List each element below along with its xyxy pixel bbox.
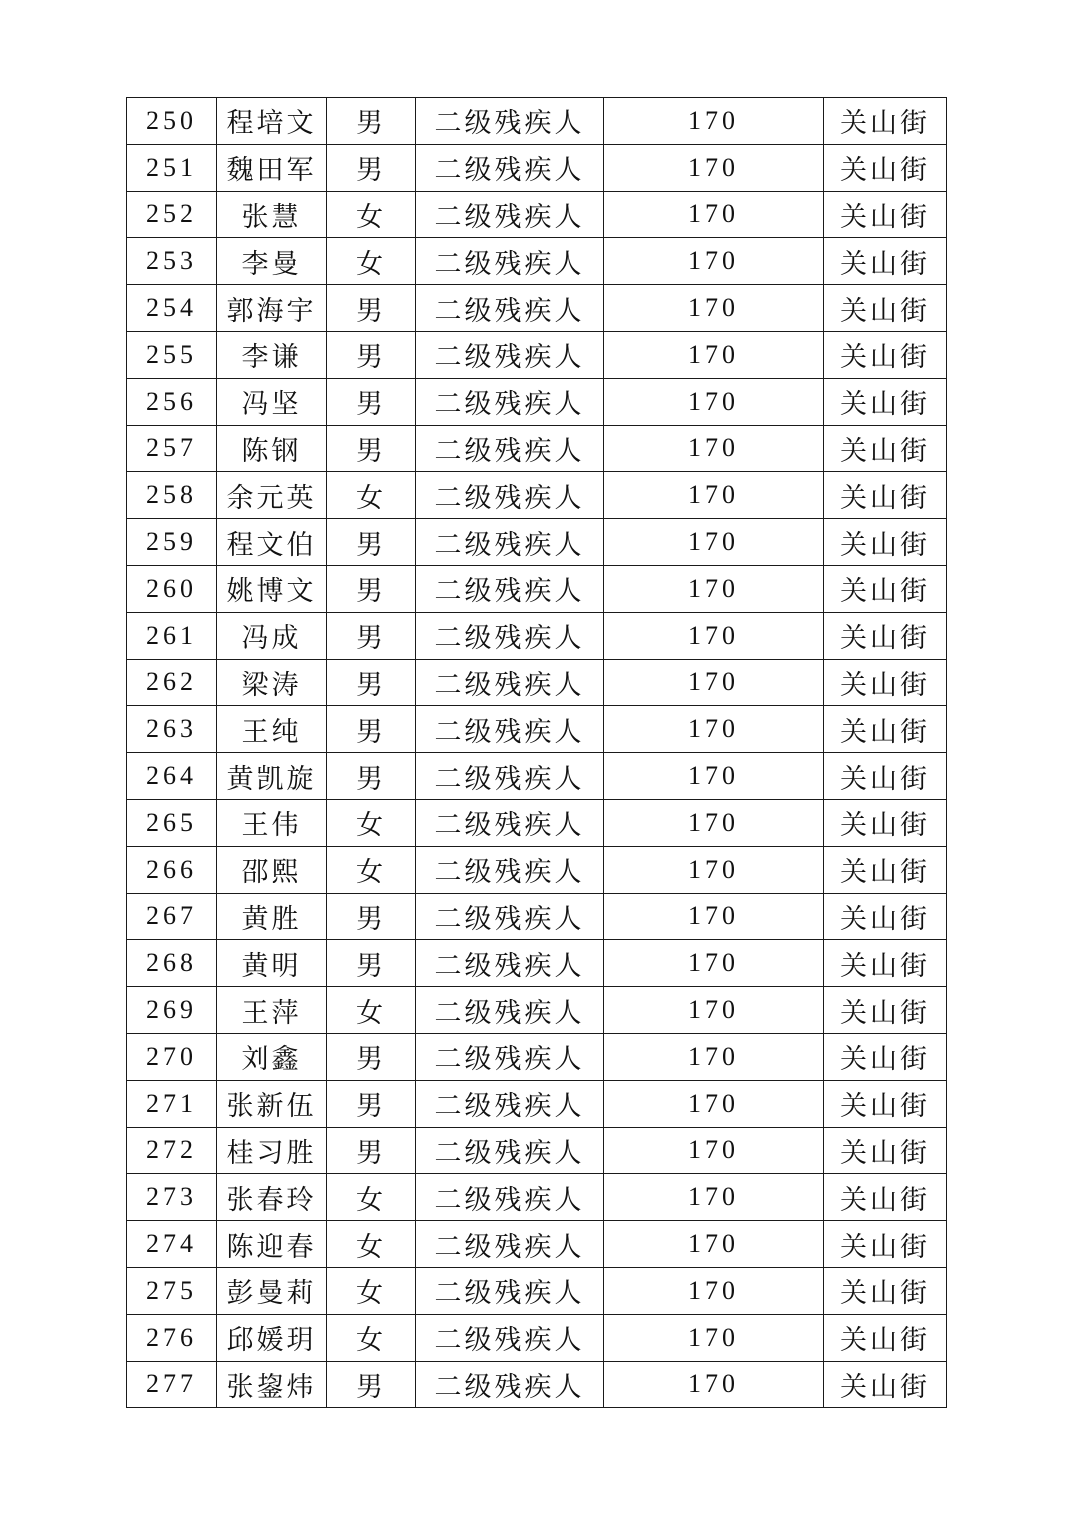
name-cell: 魏田军 xyxy=(217,144,327,191)
street-cell: 关山街 xyxy=(824,144,947,191)
name-cell: 桂习胜 xyxy=(217,1127,327,1174)
serial-number-cell: 271 xyxy=(127,1080,217,1127)
disability-level-cell: 二级残疾人 xyxy=(416,472,604,519)
name-cell: 邱媛玥 xyxy=(217,1314,327,1361)
amount-cell: 170 xyxy=(604,753,824,800)
serial-number-cell: 251 xyxy=(127,144,217,191)
name-cell: 程文伯 xyxy=(217,519,327,566)
serial-number-cell: 267 xyxy=(127,893,217,940)
street-cell: 关山街 xyxy=(824,1127,947,1174)
disability-level-cell: 二级残疾人 xyxy=(416,706,604,753)
gender-cell: 男 xyxy=(327,144,416,191)
street-cell: 关山街 xyxy=(824,706,947,753)
amount-cell: 170 xyxy=(604,612,824,659)
table-row xyxy=(127,378,947,425)
gender-cell: 男 xyxy=(327,565,416,612)
name-cell: 李曼 xyxy=(217,238,327,285)
amount-cell: 170 xyxy=(604,144,824,191)
street-cell: 关山街 xyxy=(824,1267,947,1314)
disability-level-cell: 二级残疾人 xyxy=(416,893,604,940)
street-cell: 关山街 xyxy=(824,285,947,332)
disability-level-cell: 二级残疾人 xyxy=(416,191,604,238)
table-row xyxy=(127,1033,947,1080)
serial-number-cell: 258 xyxy=(127,472,217,519)
name-cell: 黄胜 xyxy=(217,893,327,940)
amount-cell: 170 xyxy=(604,98,824,145)
disability-level-cell: 二级残疾人 xyxy=(416,1127,604,1174)
serial-number-cell: 265 xyxy=(127,799,217,846)
street-cell: 关山街 xyxy=(824,940,947,987)
table-row xyxy=(127,940,947,987)
gender-cell: 女 xyxy=(327,191,416,238)
name-cell: 梁涛 xyxy=(217,659,327,706)
table-row xyxy=(127,799,947,846)
gender-cell: 男 xyxy=(327,285,416,332)
table-row xyxy=(127,472,947,519)
serial-number-cell: 259 xyxy=(127,519,217,566)
street-cell: 关山街 xyxy=(824,425,947,472)
disability-level-cell: 二级残疾人 xyxy=(416,331,604,378)
amount-cell: 170 xyxy=(604,1080,824,1127)
serial-number-cell: 272 xyxy=(127,1127,217,1174)
name-cell: 邵熙 xyxy=(217,846,327,893)
amount-cell: 170 xyxy=(604,893,824,940)
street-cell: 关山街 xyxy=(824,846,947,893)
gender-cell: 男 xyxy=(327,378,416,425)
serial-number-cell: 269 xyxy=(127,987,217,1034)
disability-level-cell: 二级残疾人 xyxy=(416,1314,604,1361)
name-cell: 冯成 xyxy=(217,612,327,659)
disability-level-cell: 二级残疾人 xyxy=(416,1221,604,1268)
table-row xyxy=(127,144,947,191)
name-cell: 陈钢 xyxy=(217,425,327,472)
disability-level-cell: 二级残疾人 xyxy=(416,285,604,332)
street-cell: 关山街 xyxy=(824,987,947,1034)
street-cell: 关山街 xyxy=(824,612,947,659)
disability-level-cell: 二级残疾人 xyxy=(416,1033,604,1080)
table-row xyxy=(127,519,947,566)
amount-cell: 170 xyxy=(604,799,824,846)
disability-level-cell: 二级残疾人 xyxy=(416,519,604,566)
table-row xyxy=(127,1361,947,1408)
disability-level-cell: 二级残疾人 xyxy=(416,1267,604,1314)
amount-cell: 170 xyxy=(604,425,824,472)
disability-level-cell: 二级残疾人 xyxy=(416,144,604,191)
gender-cell: 男 xyxy=(327,893,416,940)
name-cell: 张慧 xyxy=(217,191,327,238)
street-cell: 关山街 xyxy=(824,98,947,145)
serial-number-cell: 266 xyxy=(127,846,217,893)
serial-number-cell: 268 xyxy=(127,940,217,987)
table-row xyxy=(127,331,947,378)
gender-cell: 女 xyxy=(327,1174,416,1221)
serial-number-cell: 276 xyxy=(127,1314,217,1361)
amount-cell: 170 xyxy=(604,565,824,612)
gender-cell: 男 xyxy=(327,1361,416,1408)
name-cell: 张鋆炜 xyxy=(217,1361,327,1408)
gender-cell: 男 xyxy=(327,98,416,145)
name-cell: 郭海宇 xyxy=(217,285,327,332)
name-cell: 陈迎春 xyxy=(217,1221,327,1268)
serial-number-cell: 277 xyxy=(127,1361,217,1408)
gender-cell: 女 xyxy=(327,1314,416,1361)
name-cell: 冯坚 xyxy=(217,378,327,425)
gender-cell: 男 xyxy=(327,1033,416,1080)
gender-cell: 女 xyxy=(327,1267,416,1314)
serial-number-cell: 270 xyxy=(127,1033,217,1080)
street-cell: 关山街 xyxy=(824,519,947,566)
gender-cell: 男 xyxy=(327,331,416,378)
gender-cell: 男 xyxy=(327,1127,416,1174)
gender-cell: 女 xyxy=(327,472,416,519)
amount-cell: 170 xyxy=(604,519,824,566)
gender-cell: 男 xyxy=(327,612,416,659)
serial-number-cell: 264 xyxy=(127,753,217,800)
table-row xyxy=(127,238,947,285)
disability-level-cell: 二级残疾人 xyxy=(416,378,604,425)
serial-number-cell: 256 xyxy=(127,378,217,425)
disability-level-cell: 二级残疾人 xyxy=(416,987,604,1034)
disability-level-cell: 二级残疾人 xyxy=(416,1361,604,1408)
table-row xyxy=(127,659,947,706)
street-cell: 关山街 xyxy=(824,331,947,378)
name-cell: 余元英 xyxy=(217,472,327,519)
table-row xyxy=(127,1314,947,1361)
table-row xyxy=(127,1080,947,1127)
table-row xyxy=(127,893,947,940)
amount-cell: 170 xyxy=(604,1221,824,1268)
serial-number-cell: 273 xyxy=(127,1174,217,1221)
gender-cell: 女 xyxy=(327,1221,416,1268)
serial-number-cell: 275 xyxy=(127,1267,217,1314)
street-cell: 关山街 xyxy=(824,1033,947,1080)
name-cell: 程培文 xyxy=(217,98,327,145)
street-cell: 关山街 xyxy=(824,1361,947,1408)
gender-cell: 男 xyxy=(327,425,416,472)
name-cell: 李谦 xyxy=(217,331,327,378)
amount-cell: 170 xyxy=(604,846,824,893)
street-cell: 关山街 xyxy=(824,565,947,612)
name-cell: 姚博文 xyxy=(217,565,327,612)
table-row xyxy=(127,565,947,612)
name-cell: 张新伍 xyxy=(217,1080,327,1127)
gender-cell: 男 xyxy=(327,753,416,800)
disability-level-cell: 二级残疾人 xyxy=(416,1080,604,1127)
serial-number-cell: 255 xyxy=(127,331,217,378)
serial-number-cell: 261 xyxy=(127,612,217,659)
beneficiary-table xyxy=(126,97,947,1408)
serial-number-cell: 262 xyxy=(127,659,217,706)
street-cell: 关山街 xyxy=(824,1080,947,1127)
disability-level-cell: 二级残疾人 xyxy=(416,940,604,987)
name-cell: 王纯 xyxy=(217,706,327,753)
table-row xyxy=(127,285,947,332)
table-row xyxy=(127,1221,947,1268)
street-cell: 关山街 xyxy=(824,1314,947,1361)
gender-cell: 男 xyxy=(327,940,416,987)
disability-level-cell: 二级残疾人 xyxy=(416,565,604,612)
table-row xyxy=(127,987,947,1034)
amount-cell: 170 xyxy=(604,987,824,1034)
serial-number-cell: 274 xyxy=(127,1221,217,1268)
amount-cell: 170 xyxy=(604,378,824,425)
amount-cell: 170 xyxy=(604,472,824,519)
name-cell: 彭曼莉 xyxy=(217,1267,327,1314)
amount-cell: 170 xyxy=(604,331,824,378)
street-cell: 关山街 xyxy=(824,1221,947,1268)
gender-cell: 女 xyxy=(327,799,416,846)
gender-cell: 女 xyxy=(327,987,416,1034)
name-cell: 刘鑫 xyxy=(217,1033,327,1080)
street-cell: 关山街 xyxy=(824,191,947,238)
name-cell: 张春玲 xyxy=(217,1174,327,1221)
serial-number-cell: 254 xyxy=(127,285,217,332)
disability-level-cell: 二级残疾人 xyxy=(416,238,604,285)
serial-number-cell: 263 xyxy=(127,706,217,753)
amount-cell: 170 xyxy=(604,1361,824,1408)
disability-level-cell: 二级残疾人 xyxy=(416,1174,604,1221)
disability-level-cell: 二级残疾人 xyxy=(416,659,604,706)
disability-level-cell: 二级残疾人 xyxy=(416,612,604,659)
serial-number-cell: 257 xyxy=(127,425,217,472)
street-cell: 关山街 xyxy=(824,659,947,706)
serial-number-cell: 260 xyxy=(127,565,217,612)
table-row xyxy=(127,753,947,800)
gender-cell: 男 xyxy=(327,659,416,706)
table-row xyxy=(127,612,947,659)
table-row xyxy=(127,425,947,472)
name-cell: 王伟 xyxy=(217,799,327,846)
serial-number-cell: 250 xyxy=(127,98,217,145)
street-cell: 关山街 xyxy=(824,753,947,800)
name-cell: 黄明 xyxy=(217,940,327,987)
serial-number-cell: 253 xyxy=(127,238,217,285)
disability-level-cell: 二级残疾人 xyxy=(416,846,604,893)
amount-cell: 170 xyxy=(604,659,824,706)
name-cell: 王萍 xyxy=(217,987,327,1034)
table-row xyxy=(127,191,947,238)
street-cell: 关山街 xyxy=(824,799,947,846)
table-row xyxy=(127,98,947,145)
street-cell: 关山街 xyxy=(824,1174,947,1221)
amount-cell: 170 xyxy=(604,1033,824,1080)
street-cell: 关山街 xyxy=(824,472,947,519)
amount-cell: 170 xyxy=(604,1314,824,1361)
table-row xyxy=(127,706,947,753)
disability-level-cell: 二级残疾人 xyxy=(416,753,604,800)
amount-cell: 170 xyxy=(604,285,824,332)
gender-cell: 男 xyxy=(327,519,416,566)
street-cell: 关山街 xyxy=(824,893,947,940)
amount-cell: 170 xyxy=(604,238,824,285)
amount-cell: 170 xyxy=(604,706,824,753)
amount-cell: 170 xyxy=(604,1267,824,1314)
table-row xyxy=(127,1174,947,1221)
gender-cell: 男 xyxy=(327,706,416,753)
street-cell: 关山街 xyxy=(824,238,947,285)
gender-cell: 女 xyxy=(327,846,416,893)
amount-cell: 170 xyxy=(604,1174,824,1221)
disability-level-cell: 二级残疾人 xyxy=(416,425,604,472)
amount-cell: 170 xyxy=(604,940,824,987)
table-row xyxy=(127,846,947,893)
disability-level-cell: 二级残疾人 xyxy=(416,98,604,145)
serial-number-cell: 252 xyxy=(127,191,217,238)
name-cell: 黄凯旋 xyxy=(217,753,327,800)
table-body xyxy=(127,98,947,1408)
amount-cell: 170 xyxy=(604,191,824,238)
street-cell: 关山街 xyxy=(824,378,947,425)
gender-cell: 女 xyxy=(327,238,416,285)
amount-cell: 170 xyxy=(604,1127,824,1174)
disability-level-cell: 二级残疾人 xyxy=(416,799,604,846)
table-row xyxy=(127,1127,947,1174)
gender-cell: 男 xyxy=(327,1080,416,1127)
table-row xyxy=(127,1267,947,1314)
